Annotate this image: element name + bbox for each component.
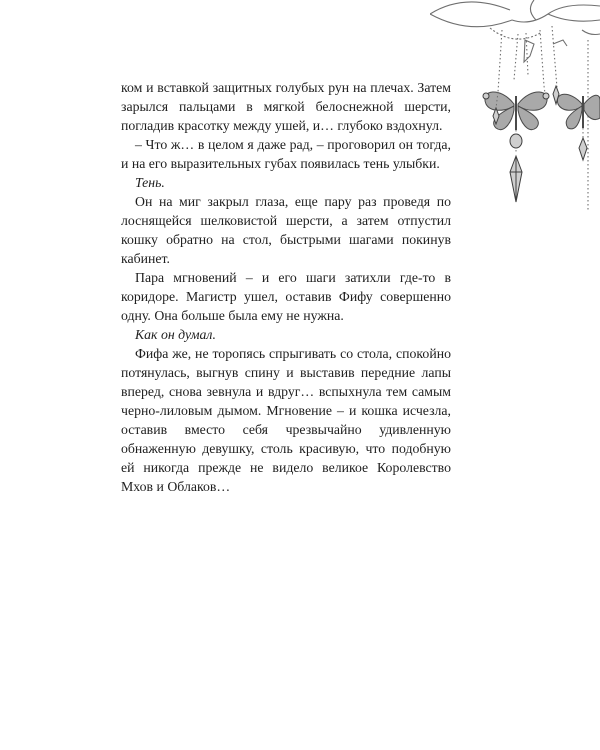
italic-paragraph: Как он думал. [135, 327, 216, 342]
paragraph: – Что ж… в целом я даже рад, – проговорил он тогда, и на его выразительных губах появилась тень улыбки. [121, 137, 451, 171]
paragraph: Пара мгновений – и его шаги затихли где-то в коридоре. Магистр ушел, оставив Фифу совершенно одну. Она больше была ему не нужна. [121, 270, 451, 323]
paragraph: Фифа же, не торопясь спрыгивать со стола, спокойно потянулась, выгнув спину и выставив передние лапы вперед, снова зевнула и вдруг… вспыхнула тем самым черно-лиловым дымом. Мгновение – и кошка исчезла, оставив вместо себя чрезвычайно удивленную обнаженную девушку, столь красивую, что подобную ей никогда прежде не видело великое Королевство Мхов и Облаков… [121, 346, 451, 494]
paragraph: ком и вставкой защитных голубых рун на плечах. Затем зарылся пальцами в мягкой белоснежной шерсти, погладив красотку между ушей, и… глубоко вздохнул. [121, 80, 451, 133]
butterfly-chandelier-ornament-icon [430, 0, 600, 215]
italic-paragraph: Тень. [135, 175, 165, 190]
book-page-text [121, 78, 451, 496]
paragraph: Он на миг закрыл глаза, еще пару раз проведя по лоснящейся шелковистой шерсти, а затем отпустил кошку обратно на стол, быстрыми шагами покинув кабинет. [121, 194, 451, 266]
